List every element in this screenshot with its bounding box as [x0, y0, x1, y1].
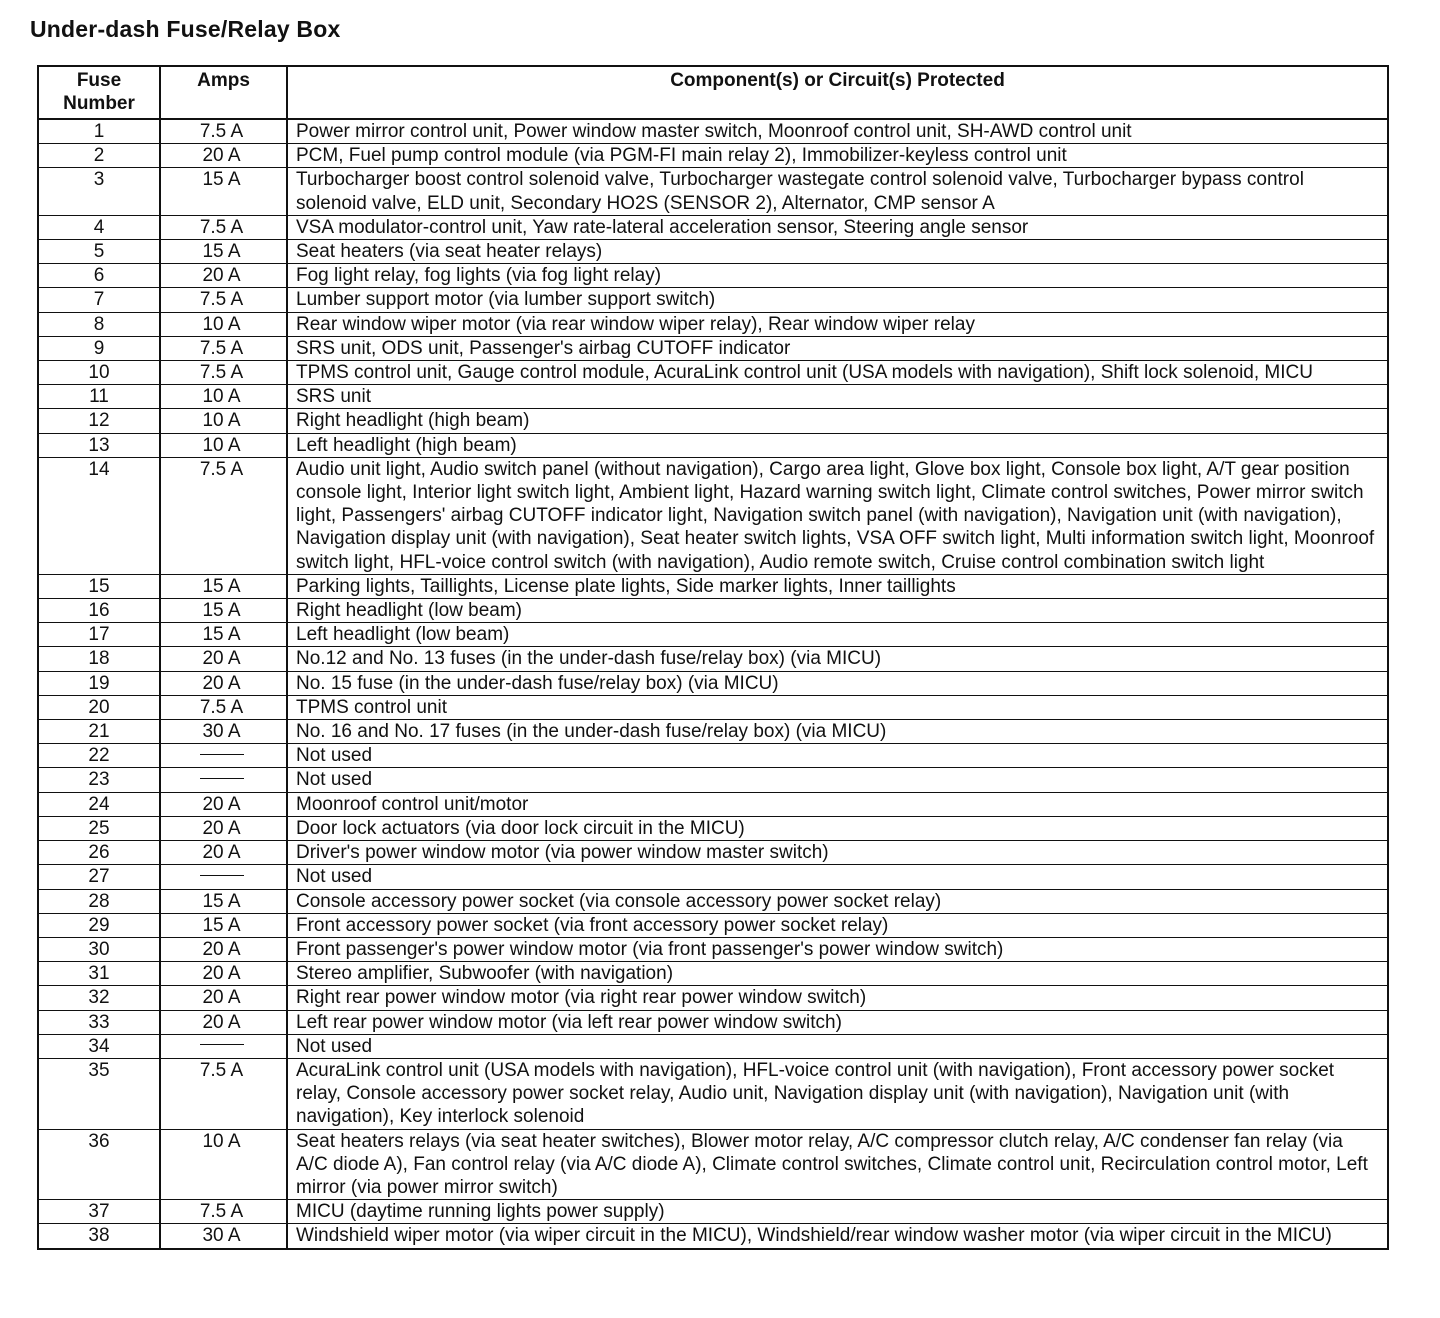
fuse-number-cell: 18: [38, 647, 160, 671]
component-cell: SRS unit: [287, 385, 1388, 409]
fuse-number-cell: 24: [38, 792, 160, 816]
component-cell: Fog light relay, fog lights (via fog light relay): [287, 264, 1388, 288]
table-row: [38, 144, 1388, 168]
table-row: [38, 986, 1388, 1010]
table-row: [38, 1058, 1388, 1129]
table-row: [38, 768, 1388, 792]
component-cell: Left rear power window motor (via left rear power window switch): [287, 1010, 1388, 1034]
table-row: [38, 457, 1388, 574]
amps-cell: 20 A: [160, 962, 287, 986]
component-cell: Windshield wiper motor (via wiper circuit in the MICU), Windshield/rear window washer motor (via wiper circuit in the MICU): [287, 1224, 1388, 1249]
fuse-number-cell: 1: [38, 119, 160, 144]
component-cell: Stereo amplifier, Subwoofer (with navigation): [287, 962, 1388, 986]
fuse-number-cell: 4: [38, 215, 160, 239]
fuse-number-cell: 14: [38, 457, 160, 574]
amps-cell: 10 A: [160, 1129, 287, 1200]
amps-cell: 20 A: [160, 816, 287, 840]
fuse-number-cell: 8: [38, 312, 160, 336]
header-fuse-number: Fuse Number: [38, 66, 160, 119]
table-row: [38, 695, 1388, 719]
fuse-number-cell: 29: [38, 913, 160, 937]
no-rating-dash: [200, 875, 244, 876]
fuse-number-cell: 7: [38, 288, 160, 312]
amps-cell: 7.5 A: [160, 336, 287, 360]
amps-cell: 20 A: [160, 1010, 287, 1034]
no-rating-dash: [200, 754, 244, 755]
component-cell: Parking lights, Taillights, License plate lights, Side marker lights, Inner taillights: [287, 574, 1388, 598]
fuse-number-cell: 25: [38, 816, 160, 840]
table-row: [38, 385, 1388, 409]
table-row: [38, 623, 1388, 647]
amps-cell: 10 A: [160, 385, 287, 409]
component-cell: Door lock actuators (via door lock circuit in the MICU): [287, 816, 1388, 840]
table-row: [38, 264, 1388, 288]
fuse-number-cell: 9: [38, 336, 160, 360]
amps-cell: 30 A: [160, 1224, 287, 1249]
component-cell: PCM, Fuel pump control module (via PGM-FI main relay 2), Immobilizer-keyless control unit: [287, 144, 1388, 168]
amps-cell: 7.5 A: [160, 1200, 287, 1224]
component-cell: Audio unit light, Audio switch panel (without navigation), Cargo area light, Glove box light, Console box light, A/T gear position console light, Interior light switch light, Ambient light, Hazard warning switch light, Climate control switches, Power mirror switch light, Passengers' airbag CUTOFF indicator light, Navigation switch panel (with navigation), Navigation unit (with navigation), Navigation display unit (with navigation), Seat heater switch lights, VSA OFF switch light, Multi information switch light, Moonroof switch light, HFL-voice control switch (with navigation), Audio remote switch, Cruise control combination switch light: [287, 457, 1388, 574]
component-cell: Right headlight (high beam): [287, 409, 1388, 433]
amps-cell: [160, 865, 287, 889]
component-cell: Not used: [287, 865, 1388, 889]
component-cell: Right rear power window motor (via right rear power window switch): [287, 986, 1388, 1010]
component-cell: TPMS control unit: [287, 695, 1388, 719]
table-row: [38, 1010, 1388, 1034]
component-cell: Front passenger's power window motor (via front passenger's power window switch): [287, 937, 1388, 961]
table-row: [38, 647, 1388, 671]
component-cell: SRS unit, ODS unit, Passenger's airbag CUTOFF indicator: [287, 336, 1388, 360]
component-cell: Power mirror control unit, Power window master switch, Moonroof control unit, SH-AWD control unit: [287, 119, 1388, 144]
fuse-number-cell: 30: [38, 937, 160, 961]
component-cell: Turbocharger boost control solenoid valve, Turbocharger wastegate control solenoid valve, Turbocharger bypass control solenoid valve, ELD unit, Secondary HO2S (SENSOR 2), Alternator, CMP sensor A: [287, 168, 1388, 215]
fuse-number-cell: 13: [38, 433, 160, 457]
amps-cell: 20 A: [160, 144, 287, 168]
amps-cell: 10 A: [160, 409, 287, 433]
amps-cell: 20 A: [160, 647, 287, 671]
fuse-table: [37, 65, 1389, 1250]
amps-cell: 15 A: [160, 574, 287, 598]
component-cell: Front accessory power socket (via front accessory power socket relay): [287, 913, 1388, 937]
component-cell: No. 16 and No. 17 fuses (in the under-dash fuse/relay box) (via MICU): [287, 720, 1388, 744]
fuse-number-cell: 10: [38, 361, 160, 385]
table-row: [38, 744, 1388, 768]
table-row: [38, 1034, 1388, 1058]
amps-cell: 7.5 A: [160, 695, 287, 719]
amps-cell: 20 A: [160, 792, 287, 816]
table-row: [38, 599, 1388, 623]
component-cell: No.12 and No. 13 fuses (in the under-dash fuse/relay box) (via MICU): [287, 647, 1388, 671]
table-row: [38, 913, 1388, 937]
component-cell: Not used: [287, 1034, 1388, 1058]
fuse-number-cell: 15: [38, 574, 160, 598]
table-row: [38, 433, 1388, 457]
amps-cell: 15 A: [160, 623, 287, 647]
component-cell: No. 15 fuse (in the under-dash fuse/relay box) (via MICU): [287, 671, 1388, 695]
component-cell: Seat heaters relays (via seat heater switches), Blower motor relay, A/C compressor clutch relay, A/C condenser fan relay (via A/C diode A), Fan control relay (via A/C diode A), Climate control switches, Climate control unit, Recirculation control motor, Left mirror (via power mirror switch): [287, 1129, 1388, 1200]
table-row: [38, 889, 1388, 913]
component-cell: AcuraLink control unit (USA models with navigation), HFL-voice control unit (with navigation), Front accessory power socket relay, Console accessory power socket relay, Audio unit, Navigation display unit (with navigation), Navigation unit (with navigation), Key interlock solenoid: [287, 1058, 1388, 1129]
amps-cell: 15 A: [160, 240, 287, 264]
amps-cell: 15 A: [160, 913, 287, 937]
fuse-number-cell: 6: [38, 264, 160, 288]
fuse-number-cell: 21: [38, 720, 160, 744]
table-row: [38, 240, 1388, 264]
fuse-number-cell: 32: [38, 986, 160, 1010]
component-cell: Left headlight (high beam): [287, 433, 1388, 457]
fuse-number-cell: 27: [38, 865, 160, 889]
no-rating-dash: [200, 1044, 244, 1045]
fuse-number-cell: 2: [38, 144, 160, 168]
amps-cell: 10 A: [160, 433, 287, 457]
fuse-number-cell: 35: [38, 1058, 160, 1129]
header-amps: Amps: [160, 66, 287, 119]
fuse-number-cell: 23: [38, 768, 160, 792]
table-row: [38, 792, 1388, 816]
component-cell: Not used: [287, 768, 1388, 792]
fuse-number-cell: 16: [38, 599, 160, 623]
component-cell: Right headlight (low beam): [287, 599, 1388, 623]
table-row: [38, 1200, 1388, 1224]
table-row: [38, 937, 1388, 961]
table-row: [38, 865, 1388, 889]
table-row: [38, 574, 1388, 598]
component-cell: Rear window wiper motor (via rear window wiper relay), Rear window wiper relay: [287, 312, 1388, 336]
fuse-number-cell: 11: [38, 385, 160, 409]
table-row: [38, 720, 1388, 744]
table-row: [38, 312, 1388, 336]
fuse-number-cell: 5: [38, 240, 160, 264]
table-row: [38, 215, 1388, 239]
amps-cell: 30 A: [160, 720, 287, 744]
table-row: [38, 962, 1388, 986]
amps-cell: 7.5 A: [160, 361, 287, 385]
fuse-number-cell: 3: [38, 168, 160, 215]
fuse-number-cell: 22: [38, 744, 160, 768]
table-row: [38, 168, 1388, 215]
amps-cell: 15 A: [160, 168, 287, 215]
amps-cell: 15 A: [160, 599, 287, 623]
amps-cell: 20 A: [160, 937, 287, 961]
fuse-number-cell: 28: [38, 889, 160, 913]
amps-cell: 20 A: [160, 671, 287, 695]
amps-cell: 7.5 A: [160, 288, 287, 312]
amps-cell: [160, 768, 287, 792]
table-header-row: [38, 66, 1388, 119]
fuse-number-cell: 12: [38, 409, 160, 433]
component-cell: Lumber support motor (via lumber support switch): [287, 288, 1388, 312]
table-row: [38, 1224, 1388, 1249]
component-cell: Seat heaters (via seat heater relays): [287, 240, 1388, 264]
fuse-table-body: [38, 119, 1388, 1249]
fuse-number-cell: 31: [38, 962, 160, 986]
amps-cell: [160, 1034, 287, 1058]
table-row: [38, 1129, 1388, 1200]
table-row: [38, 361, 1388, 385]
table-row: [38, 671, 1388, 695]
component-cell: Not used: [287, 744, 1388, 768]
table-row: [38, 816, 1388, 840]
amps-cell: 7.5 A: [160, 457, 287, 574]
fuse-number-cell: 20: [38, 695, 160, 719]
fuse-number-cell: 17: [38, 623, 160, 647]
component-cell: Left headlight (low beam): [287, 623, 1388, 647]
amps-cell: 7.5 A: [160, 215, 287, 239]
component-cell: Moonroof control unit/motor: [287, 792, 1388, 816]
fuse-number-cell: 34: [38, 1034, 160, 1058]
table-row: [38, 288, 1388, 312]
amps-cell: 7.5 A: [160, 119, 287, 144]
table-row: [38, 841, 1388, 865]
table-row: [38, 409, 1388, 433]
fuse-number-cell: 19: [38, 671, 160, 695]
component-cell: Console accessory power socket (via console accessory power socket relay): [287, 889, 1388, 913]
amps-cell: 15 A: [160, 889, 287, 913]
fuse-number-cell: 37: [38, 1200, 160, 1224]
amps-cell: 20 A: [160, 986, 287, 1010]
amps-cell: [160, 744, 287, 768]
amps-cell: 10 A: [160, 312, 287, 336]
fuse-number-cell: 33: [38, 1010, 160, 1034]
amps-cell: 20 A: [160, 841, 287, 865]
component-cell: TPMS control unit, Gauge control module, AcuraLink control unit (USA models with navigation), Shift lock solenoid, MICU: [287, 361, 1388, 385]
fuse-number-cell: 36: [38, 1129, 160, 1200]
component-cell: Driver's power window motor (via power window master switch): [287, 841, 1388, 865]
amps-cell: 7.5 A: [160, 1058, 287, 1129]
table-row: [38, 119, 1388, 144]
page-title: Under-dash Fuse/Relay Box: [30, 16, 341, 42]
component-cell: MICU (daytime running lights power supply): [287, 1200, 1388, 1224]
no-rating-dash: [200, 778, 244, 779]
table-row: [38, 336, 1388, 360]
component-cell: VSA modulator-control unit, Yaw rate-lateral acceleration sensor, Steering angle sensor: [287, 215, 1388, 239]
amps-cell: 20 A: [160, 264, 287, 288]
fuse-number-cell: 38: [38, 1224, 160, 1249]
fuse-number-cell: 26: [38, 841, 160, 865]
header-components: Component(s) or Circuit(s) Protected: [287, 66, 1388, 119]
